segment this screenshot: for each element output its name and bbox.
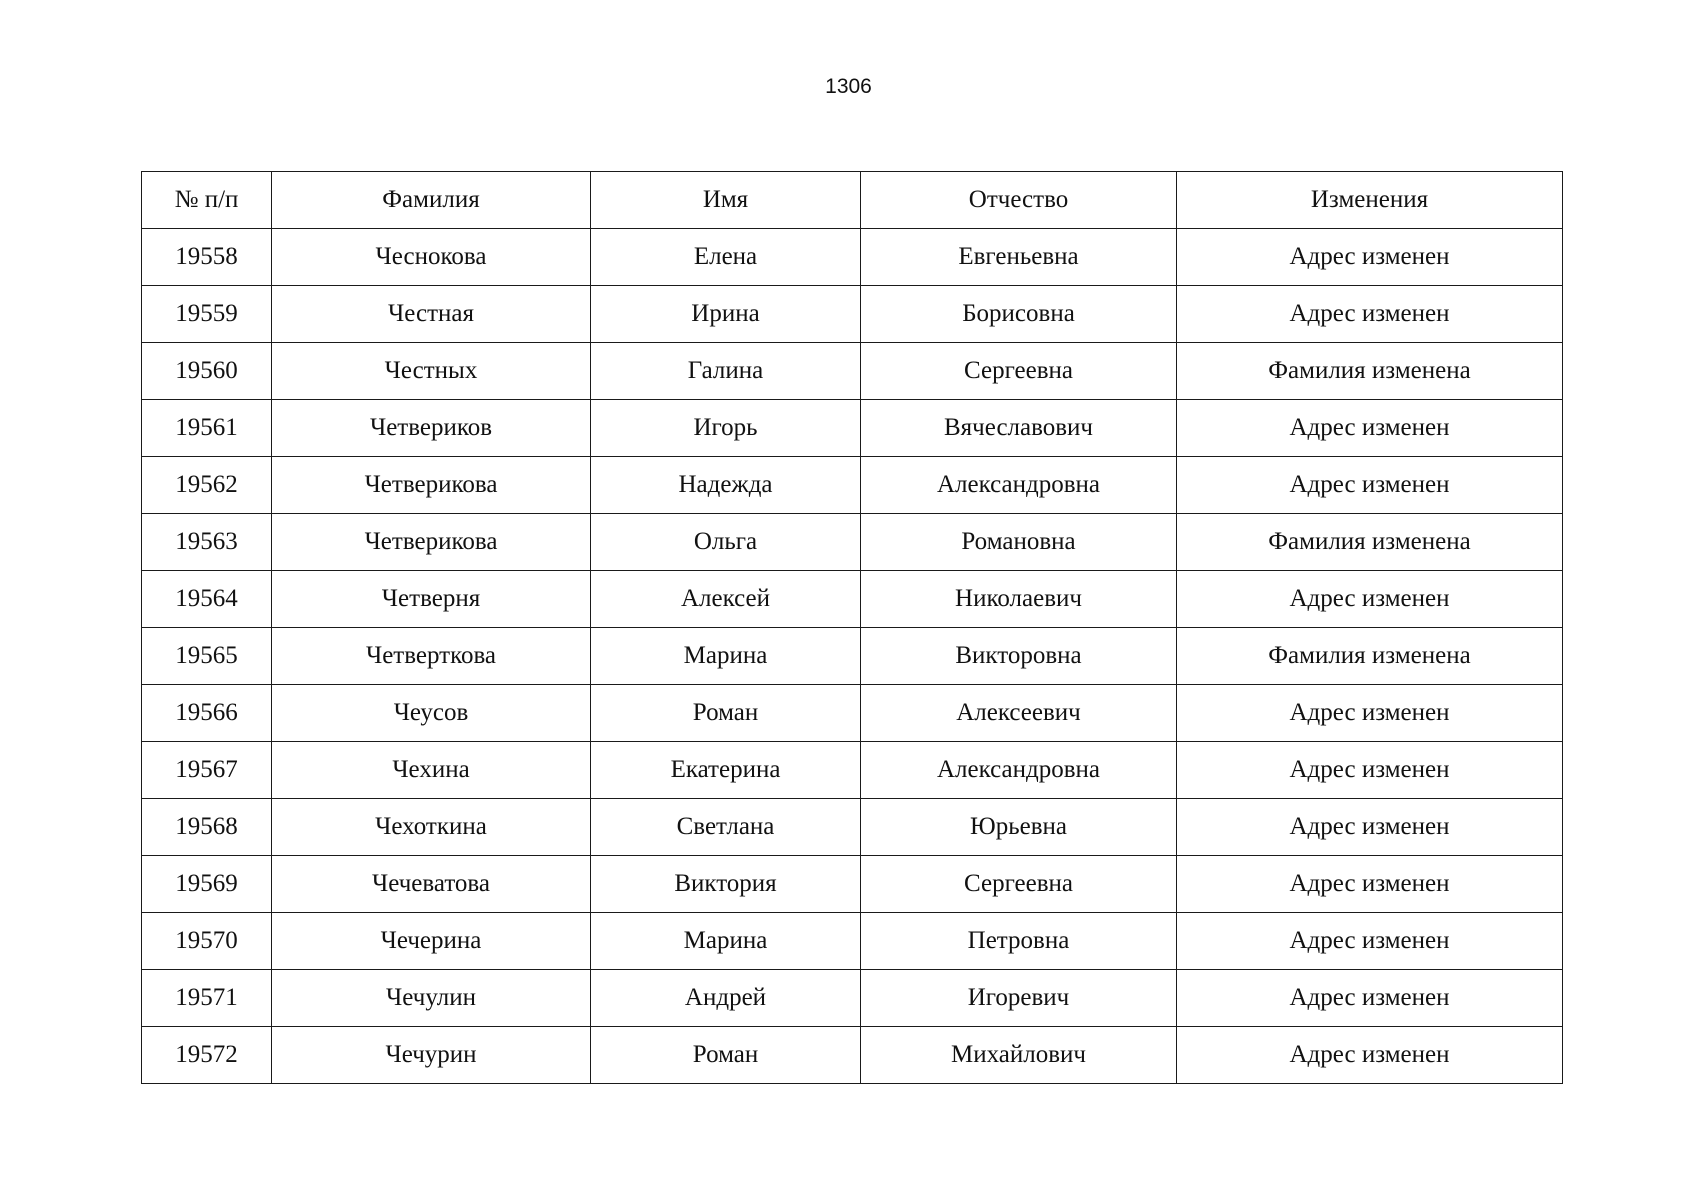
cell-changes: Адрес изменен	[1177, 970, 1563, 1027]
registry-table	[141, 171, 1563, 1084]
cell-first-name: Галина	[591, 343, 861, 400]
cell-first-name: Светлана	[591, 799, 861, 856]
cell-last-name: Четверикова	[272, 514, 591, 571]
table-row	[142, 685, 1563, 742]
cell-patronymic: Алексеевич	[861, 685, 1177, 742]
cell-last-name: Чечурин	[272, 1027, 591, 1084]
cell-first-name: Роман	[591, 685, 861, 742]
table-row	[142, 286, 1563, 343]
cell-first-name: Роман	[591, 1027, 861, 1084]
cell-number: 19560	[142, 343, 272, 400]
cell-changes: Фамилия изменена	[1177, 628, 1563, 685]
cell-first-name: Надежда	[591, 457, 861, 514]
cell-first-name: Алексей	[591, 571, 861, 628]
cell-changes: Адрес изменен	[1177, 913, 1563, 970]
table-row	[142, 628, 1563, 685]
cell-last-name: Чехоткина	[272, 799, 591, 856]
cell-patronymic: Юрьевна	[861, 799, 1177, 856]
table-row	[142, 400, 1563, 457]
cell-number: 19570	[142, 913, 272, 970]
cell-patronymic: Викторовна	[861, 628, 1177, 685]
cell-last-name: Честных	[272, 343, 591, 400]
cell-changes: Адрес изменен	[1177, 856, 1563, 913]
cell-last-name: Четвериков	[272, 400, 591, 457]
cell-last-name: Четверня	[272, 571, 591, 628]
cell-last-name: Чечерина	[272, 913, 591, 970]
header-first-name: Имя	[591, 172, 861, 229]
cell-number: 19571	[142, 970, 272, 1027]
cell-changes: Адрес изменен	[1177, 1027, 1563, 1084]
table-row	[142, 913, 1563, 970]
header-changes: Изменения	[1177, 172, 1563, 229]
page-number: 1306	[825, 75, 872, 98]
cell-changes: Фамилия изменена	[1177, 514, 1563, 571]
cell-last-name: Чечулин	[272, 970, 591, 1027]
cell-patronymic: Романовна	[861, 514, 1177, 571]
table-row	[142, 571, 1563, 628]
cell-first-name: Екатерина	[591, 742, 861, 799]
cell-number: 19561	[142, 400, 272, 457]
cell-first-name: Андрей	[591, 970, 861, 1027]
cell-first-name: Марина	[591, 913, 861, 970]
cell-patronymic: Петровна	[861, 913, 1177, 970]
cell-last-name: Чехина	[272, 742, 591, 799]
cell-number: 19559	[142, 286, 272, 343]
cell-number: 19572	[142, 1027, 272, 1084]
cell-number: 19564	[142, 571, 272, 628]
cell-first-name: Виктория	[591, 856, 861, 913]
cell-first-name: Игорь	[591, 400, 861, 457]
cell-first-name: Ольга	[591, 514, 861, 571]
table-header	[142, 172, 1563, 229]
cell-first-name: Ирина	[591, 286, 861, 343]
table-row	[142, 799, 1563, 856]
cell-changes: Адрес изменен	[1177, 742, 1563, 799]
cell-first-name: Марина	[591, 628, 861, 685]
cell-changes: Адрес изменен	[1177, 229, 1563, 286]
cell-first-name: Елена	[591, 229, 861, 286]
cell-last-name: Чеусов	[272, 685, 591, 742]
cell-patronymic: Сергеевна	[861, 856, 1177, 913]
table-row	[142, 457, 1563, 514]
cell-changes: Адрес изменен	[1177, 286, 1563, 343]
header-number: № п/п	[142, 172, 272, 229]
cell-changes: Адрес изменен	[1177, 799, 1563, 856]
cell-patronymic: Николаевич	[861, 571, 1177, 628]
cell-number: 19568	[142, 799, 272, 856]
cell-number: 19567	[142, 742, 272, 799]
cell-number: 19569	[142, 856, 272, 913]
cell-number: 19565	[142, 628, 272, 685]
cell-patronymic: Александровна	[861, 457, 1177, 514]
cell-patronymic: Евгеньевна	[861, 229, 1177, 286]
cell-patronymic: Борисовна	[861, 286, 1177, 343]
cell-changes: Адрес изменен	[1177, 685, 1563, 742]
cell-last-name: Чеснокова	[272, 229, 591, 286]
cell-last-name: Чечеватова	[272, 856, 591, 913]
cell-patronymic: Александровна	[861, 742, 1177, 799]
cell-last-name: Четверикова	[272, 457, 591, 514]
table-row	[142, 514, 1563, 571]
cell-last-name: Честная	[272, 286, 591, 343]
table-row	[142, 970, 1563, 1027]
cell-number: 19563	[142, 514, 272, 571]
cell-changes: Адрес изменен	[1177, 571, 1563, 628]
cell-patronymic: Вячеславович	[861, 400, 1177, 457]
cell-patronymic: Сергеевна	[861, 343, 1177, 400]
cell-patronymic: Игоревич	[861, 970, 1177, 1027]
header-row	[142, 172, 1563, 229]
cell-changes: Фамилия изменена	[1177, 343, 1563, 400]
cell-changes: Адрес изменен	[1177, 400, 1563, 457]
cell-number: 19566	[142, 685, 272, 742]
table-row	[142, 856, 1563, 913]
cell-number: 19558	[142, 229, 272, 286]
table-body	[142, 229, 1563, 1084]
cell-patronymic: Михайлович	[861, 1027, 1177, 1084]
cell-last-name: Четверткова	[272, 628, 591, 685]
table-row	[142, 229, 1563, 286]
table-row	[142, 742, 1563, 799]
header-last-name: Фамилия	[272, 172, 591, 229]
header-patronymic: Отчество	[861, 172, 1177, 229]
table-row	[142, 343, 1563, 400]
table-row	[142, 1027, 1563, 1084]
cell-number: 19562	[142, 457, 272, 514]
cell-changes: Адрес изменен	[1177, 457, 1563, 514]
